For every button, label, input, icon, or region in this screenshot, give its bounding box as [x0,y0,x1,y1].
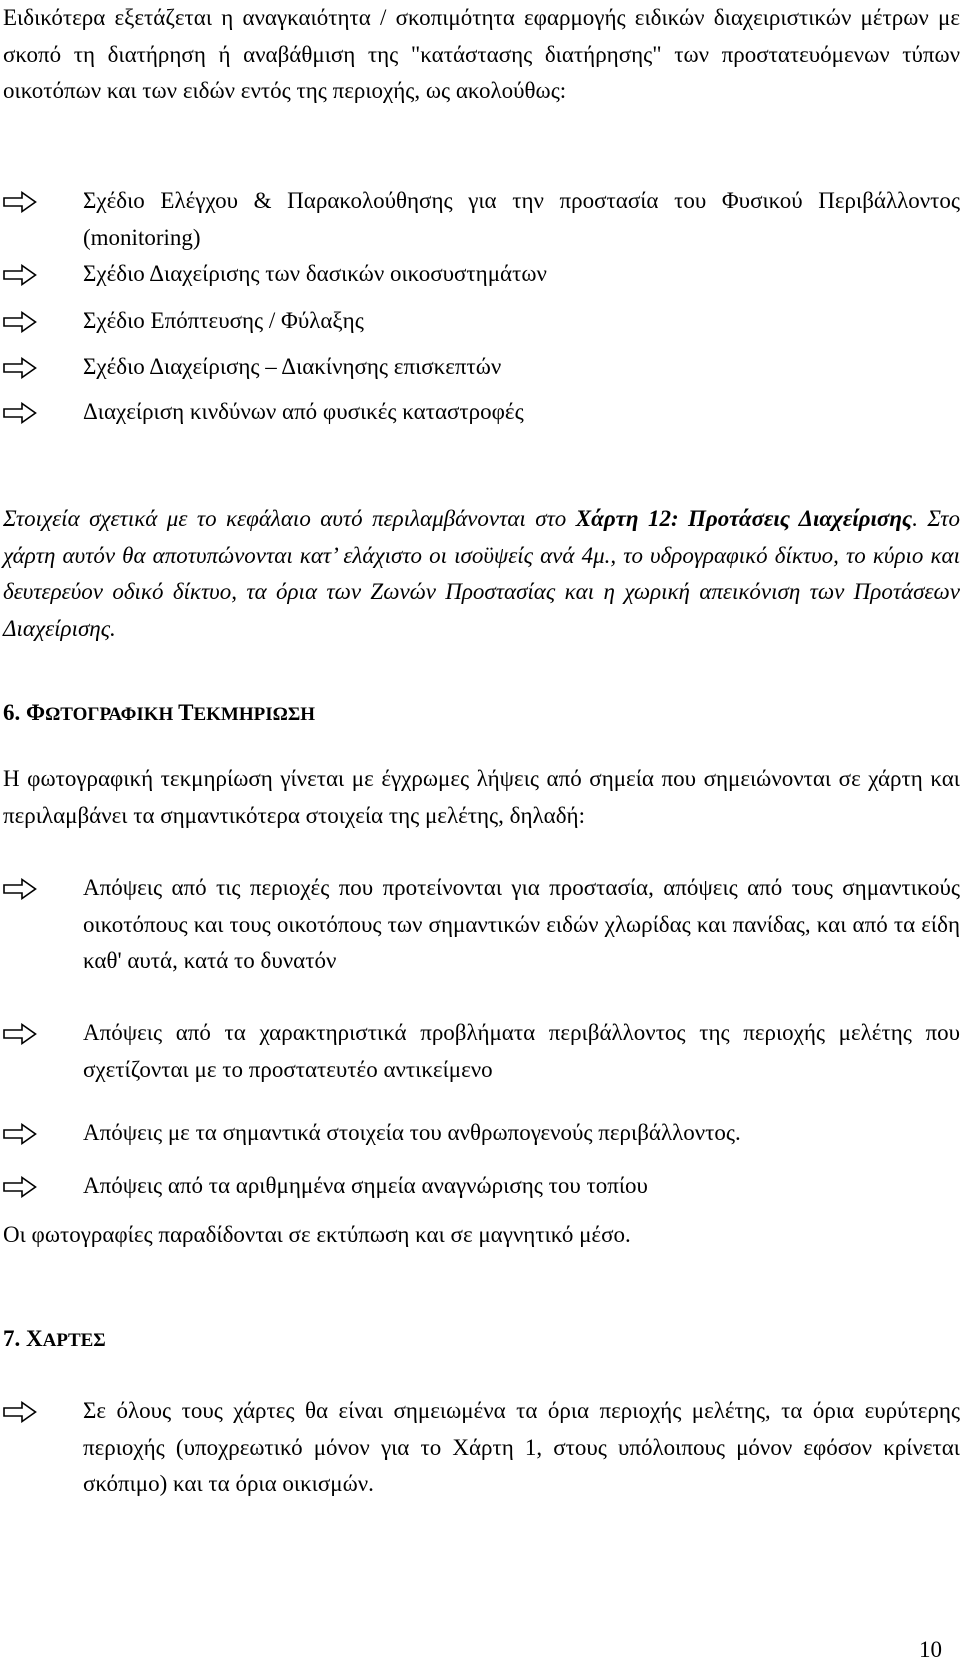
page-number: 10 [919,1637,942,1662]
list-item [3,349,960,386]
list-item [3,1015,960,1088]
intro-paragraph: Ειδικότερα εξετάζεται η αναγκαιότητα / σκοπιμότητα εφαρμογής ειδικών διαχειριστικών μέτρων με σκοπό τη διατήρηση ή αναβάθμιση της "κατάστασης διατήρησης" των προστατευόμενων τύπων οικοτόπων και των ειδών εντός της περιοχής, ως ακολούθως: [3,5,960,103]
map-note-paragraph [3,501,960,647]
map-reference: Χάρτη 12: Προτάσεις Διαχείρισης [575,506,913,531]
heading-initial: Φ [26,700,46,725]
list-item-text: Σχέδιο Επόπτευσης / Φύλαξης [83,308,364,333]
hollow-right-arrow-icon [3,878,37,900]
list-item-text: Σχέδιο Διαχείρισης των δασικών οικοσυστημάτων [83,261,547,286]
list-item-text: Σχέδιο Ελέγχου & Παρακολούθησης για την προστασία του Φυσικού Περιβάλλοντος (monitoring) [83,188,960,250]
heading-smallcaps: ΕΚΜΗΡΙΩΣΗ [193,704,316,725]
hollow-right-arrow-icon [3,311,37,333]
hollow-right-arrow-icon [3,1023,37,1045]
list-item-text: Σχέδιο Διαχείρισης – Διακίνησης επισκεπτών [83,354,502,379]
heading-smallcaps: ΑΡΤΕΣ [42,1330,106,1351]
hollow-right-arrow-icon [3,1123,37,1145]
list-item-text: Απόψεις από τα χαρακτηριστικά προβλήματα περιβάλλοντος της περιοχής μελέτης που σχετίζονται με το προστατευτέο αντικείμενο [83,1020,960,1082]
list-item [3,1115,960,1152]
map-note-lead: Στοιχεία σχετικά με το κεφάλαιο αυτό περιλαμβάνονται στο [3,506,576,531]
heading-initial: Χ [26,1326,43,1351]
section-6-paragraph: Η φωτογραφική τεκμηρίωση γίνεται με έγχρωμες λήψεις από σημεία που σημειώνονται σε χάρτη και περιλαμβάνει τα σημαντικότερα στοιχεία της μελέτης, δηλαδή: [3,766,960,828]
list-item [3,394,960,431]
list-item [3,256,960,293]
hollow-right-arrow-icon [3,1401,37,1423]
list-item-text: Απόψεις από τις περιοχές που προτείνονται για προστασία, απόψεις από τους σημαντικούς οικοτόπους και τους οικοτόπους των σημαντικών ειδών χλωρίδας και πανίδας, και από τα είδη καθ' αυτά, κατά το δυνατόν [83,875,960,973]
hollow-right-arrow-icon [3,191,37,213]
list-item-text: Απόψεις με τα σημαντικά στοιχεία του ανθρωπογενούς περιβάλλοντος. [83,1120,741,1145]
section-number: 7. [3,1326,26,1351]
heading-smallcaps: ΩΤΟΓΡΑΦΙΚΗ [45,704,179,725]
section-number: 6. [3,700,26,725]
section-6-heading [3,700,315,726]
list-item-text: Απόψεις από τα αριθμημένα σημεία αναγνώρισης του τοπίου [83,1173,648,1198]
section-7-heading [3,1326,106,1352]
list-item [3,870,960,980]
heading-initial: Τ [178,700,194,725]
list-item [3,183,960,256]
list-item-text: Σε όλους τους χάρτες θα είναι σημειωμένα τα όρια περιοχής μελέτης, τα όρια ευρύτερης περιοχής (υποχρεωτικό μόνον για το Χάρτη 1, στους υπόλοιπους μόνον εφόσον κρίνεται σκόπιμο) και τα όρια οικισμών. [83,1398,960,1496]
list-item [3,1393,960,1503]
hollow-right-arrow-icon [3,357,37,379]
map-note-rest: . Στο χάρτη αυτόν θα αποτυπώνονται κατ’ ελάχιστο οι ισοϋψείς ανά 4μ., το υδρογραφικό δίκτυο, το κύριο και δευτερεύον οδικό δίκτυο, τα όρια των Ζωνών Προστασίας και η χωρική απεικόνιση των Προτάσεων Διαχείρισης. [3,506,960,641]
hollow-right-arrow-icon [3,264,37,286]
hollow-right-arrow-icon [3,402,37,424]
list-item [3,1168,960,1205]
hollow-right-arrow-icon [3,1176,37,1198]
list-item-text: Διαχείριση κινδύνων από φυσικές καταστροφές [83,399,524,424]
list-item [3,303,960,340]
section-6-closing: Οι φωτογραφίες παραδίδονται σε εκτύπωση και σε μαγνητικό μέσο. [3,1222,631,1247]
